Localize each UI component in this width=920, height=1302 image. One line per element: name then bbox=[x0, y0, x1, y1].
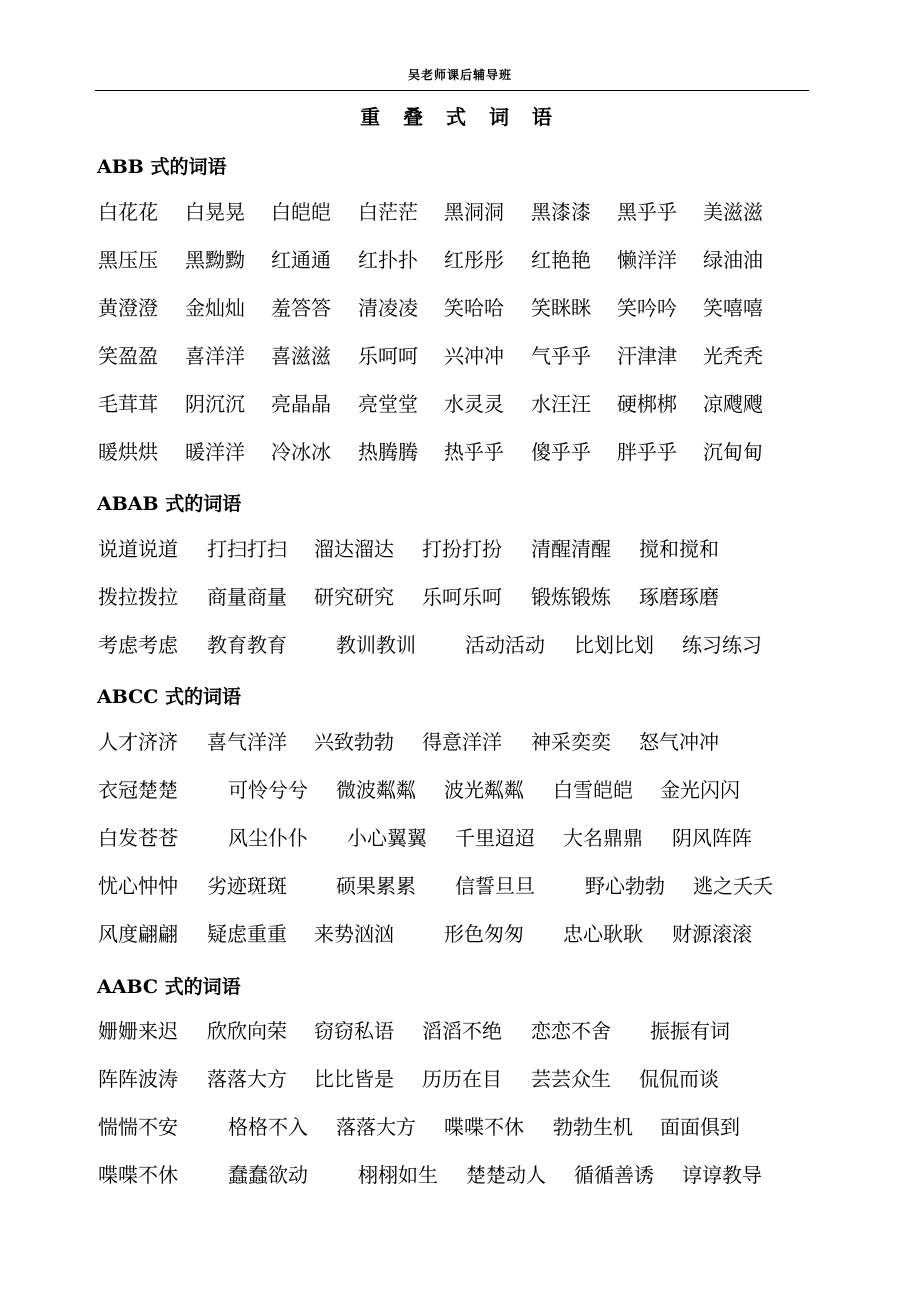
word-item: 黑乎乎 bbox=[617, 200, 677, 224]
word-item: 人才济济 bbox=[98, 730, 178, 754]
word-item: 落落大方 bbox=[207, 1067, 287, 1091]
word-item: 白花花 bbox=[98, 200, 158, 224]
word-item: 千里迢迢 bbox=[455, 826, 535, 850]
word-item: 凉飕飕 bbox=[703, 392, 763, 416]
word-item: 胖乎乎 bbox=[617, 440, 677, 464]
word-item: 练习练习 bbox=[682, 633, 762, 657]
word-item: 格格不入 bbox=[228, 1115, 308, 1139]
word-item: 历历在目 bbox=[422, 1067, 502, 1091]
word-item: 疑虑重重 bbox=[207, 922, 287, 946]
header-divider bbox=[95, 90, 809, 91]
word-item: 红彤彤 bbox=[444, 248, 504, 272]
word-item: 勃勃生机 bbox=[553, 1115, 633, 1139]
word-item: 风尘仆仆 bbox=[228, 826, 308, 850]
word-item: 侃侃而谈 bbox=[639, 1067, 719, 1091]
word-item: 研究研究 bbox=[314, 585, 394, 609]
word-item: 白雪皑皑 bbox=[553, 778, 633, 802]
word-item: 蠢蠢欲动 bbox=[228, 1163, 308, 1187]
word-item: 白皑皑 bbox=[271, 200, 331, 224]
word-item: 兴致勃勃 bbox=[314, 730, 394, 754]
word-item: 暖洋洋 bbox=[185, 440, 245, 464]
section-heading-abcc: ABCC 式的词语 bbox=[97, 686, 242, 708]
word-item: 商量商量 bbox=[207, 585, 287, 609]
word-item: 欣欣向荣 bbox=[207, 1019, 287, 1043]
word-item: 说道说道 bbox=[98, 537, 178, 561]
word-item: 比比皆是 bbox=[314, 1067, 394, 1091]
word-item: 黑压压 bbox=[98, 248, 158, 272]
word-item: 沉甸甸 bbox=[703, 440, 763, 464]
word-item: 兴冲冲 bbox=[444, 344, 504, 368]
word-item: 落落大方 bbox=[336, 1115, 416, 1139]
word-item: 黑黝黝 bbox=[185, 248, 245, 272]
word-item: 金光闪闪 bbox=[660, 778, 740, 802]
word-item: 得意洋洋 bbox=[422, 730, 502, 754]
word-item: 红通通 bbox=[271, 248, 331, 272]
word-item: 绿油油 bbox=[703, 248, 763, 272]
word-item: 亮堂堂 bbox=[358, 392, 418, 416]
word-item: 硬梆梆 bbox=[617, 392, 677, 416]
word-item: 乐呵呵 bbox=[358, 344, 418, 368]
word-item: 滔滔不绝 bbox=[422, 1019, 502, 1043]
word-item: 锻炼锻炼 bbox=[531, 585, 611, 609]
word-item: 神采奕奕 bbox=[531, 730, 611, 754]
word-item: 衣冠楚楚 bbox=[98, 778, 178, 802]
word-item: 黑洞洞 bbox=[444, 200, 504, 224]
word-item: 红扑扑 bbox=[358, 248, 418, 272]
word-item: 气乎乎 bbox=[531, 344, 591, 368]
word-item: 惴惴不安 bbox=[98, 1115, 178, 1139]
word-item: 琢磨琢磨 bbox=[639, 585, 719, 609]
word-item: 楚楚动人 bbox=[466, 1163, 546, 1187]
word-item: 循循善诱 bbox=[574, 1163, 654, 1187]
word-item: 逃之夭夭 bbox=[693, 874, 773, 898]
word-item: 微波粼粼 bbox=[336, 778, 416, 802]
word-item: 毛茸茸 bbox=[98, 392, 158, 416]
word-item: 风度翩翩 bbox=[98, 922, 178, 946]
word-item: 硕果累累 bbox=[336, 874, 416, 898]
word-item: 喋喋不休 bbox=[444, 1115, 524, 1139]
word-item: 白茫茫 bbox=[358, 200, 418, 224]
word-item: 笑吟吟 bbox=[617, 296, 677, 320]
word-item: 劣迹斑斑 bbox=[207, 874, 287, 898]
word-item: 暖烘烘 bbox=[98, 440, 158, 464]
word-item: 清醒清醒 bbox=[531, 537, 611, 561]
word-item: 忧心忡忡 bbox=[98, 874, 178, 898]
word-item: 拨拉拨拉 bbox=[98, 585, 178, 609]
word-item: 美滋滋 bbox=[703, 200, 763, 224]
word-item: 笑嘻嘻 bbox=[703, 296, 763, 320]
word-item: 可怜兮兮 bbox=[228, 778, 308, 802]
word-item: 笑盈盈 bbox=[98, 344, 158, 368]
word-item: 芸芸众生 bbox=[531, 1067, 611, 1091]
word-item: 光秃秃 bbox=[703, 344, 763, 368]
word-item: 怒气冲冲 bbox=[639, 730, 719, 754]
word-item: 金灿灿 bbox=[185, 296, 245, 320]
word-item: 水汪汪 bbox=[531, 392, 591, 416]
word-item: 大名鼎鼎 bbox=[563, 826, 643, 850]
word-item: 栩栩如生 bbox=[358, 1163, 438, 1187]
word-item: 冷冰冰 bbox=[271, 440, 331, 464]
word-item: 水灵灵 bbox=[444, 392, 504, 416]
word-item: 教育教育 bbox=[207, 633, 287, 657]
word-item: 羞答答 bbox=[271, 296, 331, 320]
word-item: 亮晶晶 bbox=[271, 392, 331, 416]
word-item: 活动活动 bbox=[465, 633, 545, 657]
word-item: 傻乎乎 bbox=[531, 440, 591, 464]
word-item: 考虑考虑 bbox=[98, 633, 178, 657]
word-item: 振振有词 bbox=[650, 1019, 730, 1043]
word-item: 热乎乎 bbox=[444, 440, 504, 464]
word-item: 白晃晃 bbox=[185, 200, 245, 224]
word-item: 打扮打扮 bbox=[422, 537, 502, 561]
word-item: 财源滚滚 bbox=[672, 922, 752, 946]
section-heading-abab: ABAB 式的词语 bbox=[97, 493, 242, 515]
word-item: 形色匆匆 bbox=[444, 922, 524, 946]
word-item: 波光粼粼 bbox=[444, 778, 524, 802]
word-item: 搅和搅和 bbox=[639, 537, 719, 561]
word-item: 姗姗来迟 bbox=[98, 1019, 178, 1043]
word-item: 喜洋洋 bbox=[185, 344, 245, 368]
word-item: 野心勃勃 bbox=[585, 874, 665, 898]
word-item: 懒洋洋 bbox=[617, 248, 677, 272]
word-item: 比划比划 bbox=[574, 633, 654, 657]
section-heading-abb: ABB 式的词语 bbox=[97, 156, 227, 178]
word-item: 信誓旦旦 bbox=[455, 874, 535, 898]
word-item: 汗津津 bbox=[617, 344, 677, 368]
word-item: 白发苍苍 bbox=[98, 826, 178, 850]
word-item: 喜气洋洋 bbox=[207, 730, 287, 754]
word-item: 阴沉沉 bbox=[185, 392, 245, 416]
word-item: 窃窃私语 bbox=[314, 1019, 394, 1043]
word-item: 阵阵波涛 bbox=[98, 1067, 178, 1091]
word-item: 黄澄澄 bbox=[98, 296, 158, 320]
word-item: 笑哈哈 bbox=[444, 296, 504, 320]
word-item: 谆谆教导 bbox=[682, 1163, 762, 1187]
word-item: 热腾腾 bbox=[358, 440, 418, 464]
page-header: 吴老师课后辅导班 bbox=[407, 68, 512, 82]
word-item: 阴风阵阵 bbox=[672, 826, 752, 850]
word-item: 教训教训 bbox=[336, 633, 416, 657]
word-item: 恋恋不舍 bbox=[531, 1019, 611, 1043]
word-item: 小心翼翼 bbox=[347, 826, 427, 850]
word-item: 溜达溜达 bbox=[314, 537, 394, 561]
word-item: 喜滋滋 bbox=[271, 344, 331, 368]
word-item: 喋喋不休 bbox=[98, 1163, 178, 1187]
word-item: 清凌凌 bbox=[358, 296, 418, 320]
word-item: 黑漆漆 bbox=[531, 200, 591, 224]
section-heading-aabc: AABC 式的词语 bbox=[97, 976, 241, 998]
page-title: 重 叠 式 词 语 bbox=[360, 105, 560, 129]
word-item: 面面俱到 bbox=[660, 1115, 740, 1139]
word-item: 笑眯眯 bbox=[531, 296, 591, 320]
word-item: 乐呵乐呵 bbox=[422, 585, 502, 609]
word-item: 忠心耿耿 bbox=[563, 922, 643, 946]
word-item: 来势汹汹 bbox=[314, 922, 394, 946]
word-item: 红艳艳 bbox=[531, 248, 591, 272]
word-item: 打扫打扫 bbox=[207, 537, 287, 561]
